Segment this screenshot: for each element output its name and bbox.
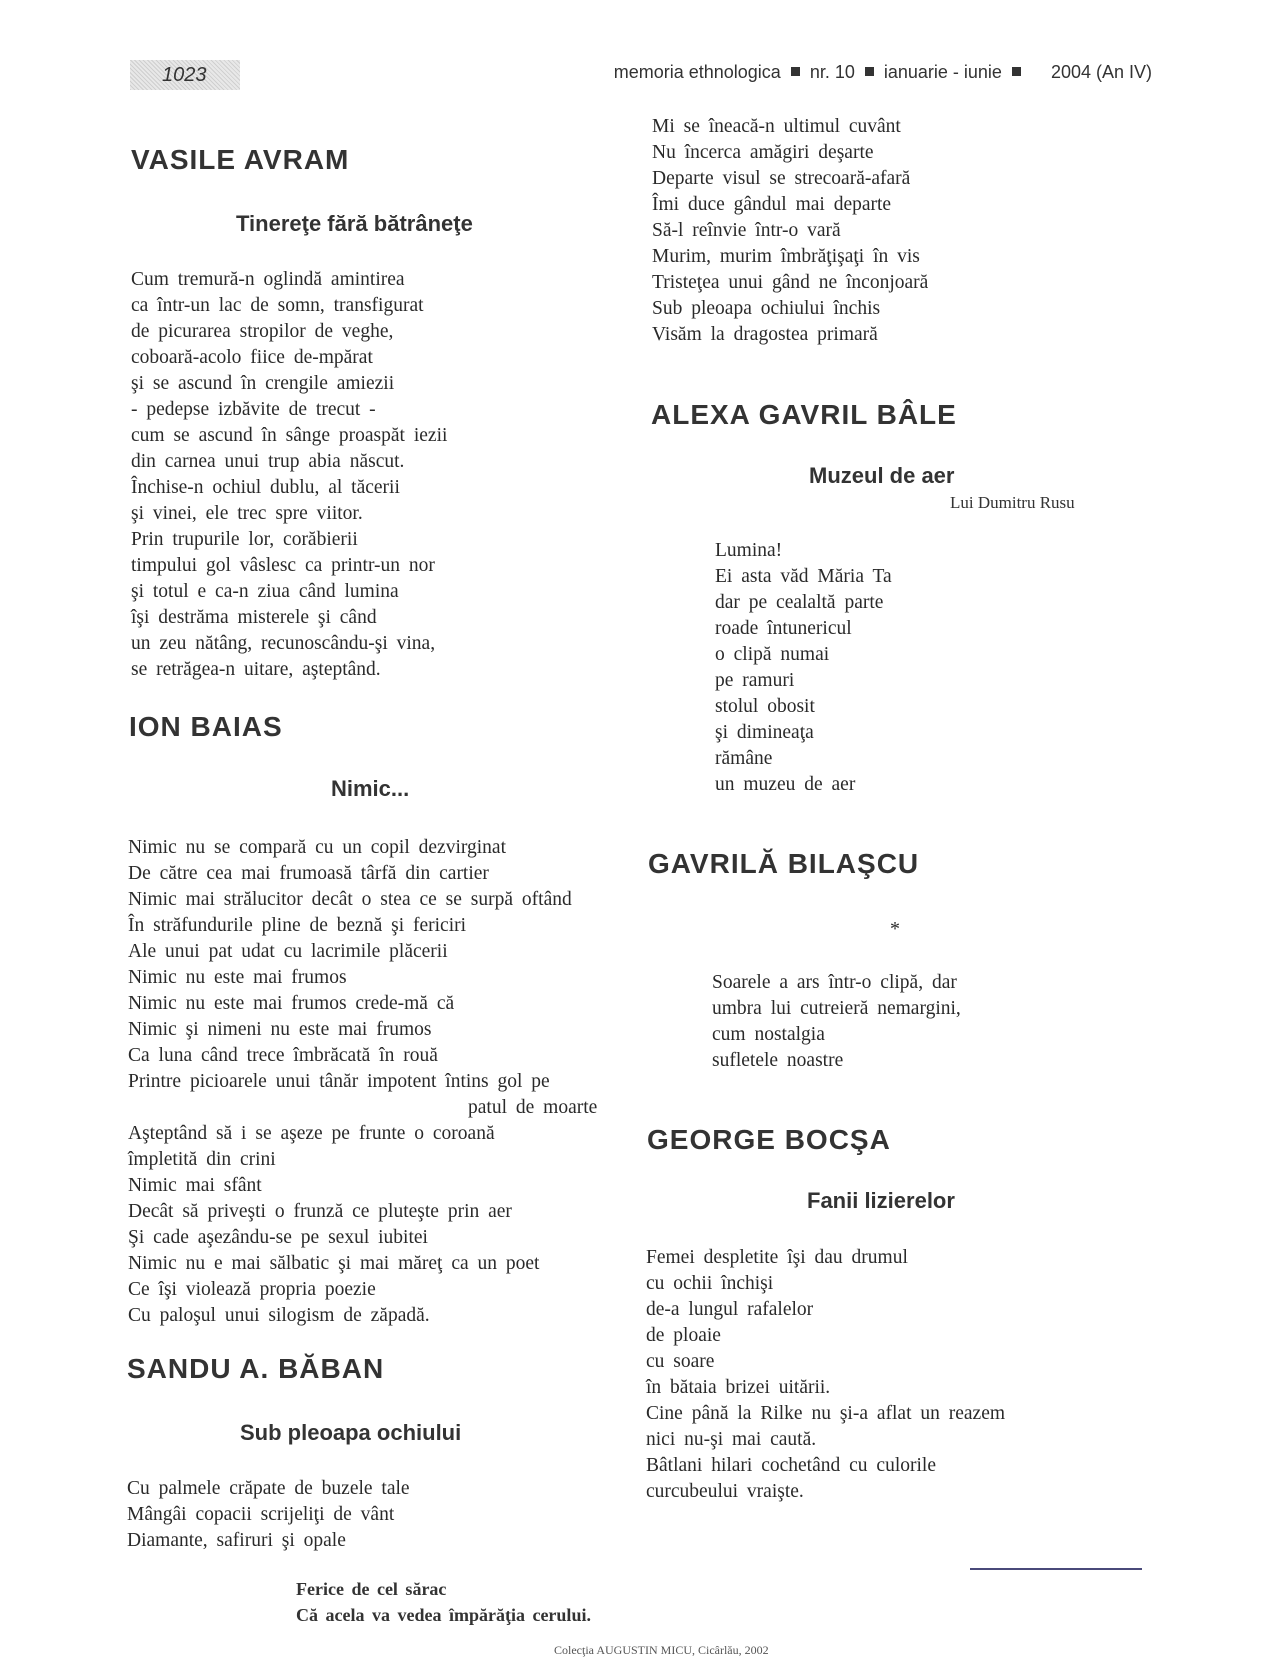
poem-line: Nimic nu e mai sălbatic şi mai măreţ ca un poet — [128, 1253, 540, 1274]
poem-line: şi dimineaţa — [715, 722, 814, 743]
poem-author: VASILE AVRAM — [131, 144, 350, 175]
page-number: 1023 — [130, 60, 240, 90]
poem-line: şi se ascund în crengile amiezii — [131, 373, 395, 394]
poem-line: De către cea mai frumoasă târfă din cartier — [128, 863, 489, 884]
issue-year: 2004 (An IV) — [1050, 62, 1152, 82]
poem-author: ION BAIAS — [129, 711, 283, 742]
poem-text — [712, 970, 961, 1074]
poem-line: în bătaia brizei uitării. — [646, 1377, 831, 1398]
separator-square — [1012, 67, 1021, 76]
poem-line: cu ochii închişi — [646, 1273, 774, 1294]
poem-line: - pedepse izbăvite de trecut - — [131, 399, 376, 420]
poem-line: îşi destrăma misterele şi când — [131, 607, 377, 628]
poem-line: Diamante, safiruri şi opale — [127, 1530, 346, 1551]
poem-line: curcubeului vraişte. — [646, 1481, 804, 1502]
poem-line: Mi se îneacă-n ultimul cuvânt — [652, 116, 901, 137]
poem-text — [131, 267, 447, 683]
poem-title: Tinereţe fără bătrâneţe — [236, 211, 473, 236]
poem-line: Aşteptând să i se aşeze pe frunte o coroană — [128, 1123, 495, 1144]
issue-period: ianuarie - iunie — [883, 62, 1002, 82]
poem-text — [715, 538, 892, 798]
poem-line: sufletele noastre — [712, 1050, 844, 1071]
poem-line: Cu paloşul unui silogism de zăpadă. — [128, 1305, 430, 1326]
poem-author: GAVRILĂ BILAŞCU — [648, 848, 920, 879]
poem-line: Ei asta văd Măria Ta — [715, 566, 892, 587]
poem-line: de ploaie — [646, 1325, 721, 1346]
quote-line: Că acela va vedea împărăţia cerului. — [296, 1605, 591, 1625]
poem-line: şi vinei, ele trec spre viitor. — [131, 503, 363, 524]
poem-line: Murim, murim îmbrăţişaţi în vis — [652, 246, 920, 267]
separator-square — [791, 67, 800, 76]
poem-line: Femei despletite îşi dau drumul — [646, 1247, 908, 1268]
poem-line: Nimic nu este mai frumos crede-mă că — [128, 993, 455, 1014]
poem-line: patul de moarte — [468, 1097, 598, 1118]
poem-title-asterisk: * — [890, 918, 900, 940]
poem-line: un muzeu de aer — [715, 774, 856, 795]
poem-line: de-a lungul rafalelor — [646, 1299, 814, 1320]
poem-line: Închise-n ochiul dublu, al tăcerii — [131, 477, 400, 498]
poem-line: pe ramuri — [715, 670, 795, 691]
separator-square — [865, 67, 874, 76]
poem-line: cum nostalgia — [712, 1024, 825, 1045]
poem-line: Nimic mai sfânt — [128, 1175, 262, 1196]
poem-line: Să-l reînvie într-o vară — [652, 220, 841, 241]
poem-line: rămâne — [715, 748, 773, 769]
decorative-rule — [970, 1568, 1142, 1570]
poem-line: împletită din crini — [128, 1149, 276, 1170]
poem-line: Cu palmele crăpate de buzele tale — [127, 1478, 410, 1499]
poem-title: Sub pleoapa ochiului — [240, 1420, 462, 1445]
poem-line: Nimic nu se compară cu un copil dezvirginat — [128, 837, 506, 858]
poem-text-continued — [652, 114, 928, 348]
poem-line: umbra lui cutreieră nemargini, — [712, 998, 961, 1019]
footer-credit: Colecţia AUGUSTIN MICU, Cicârlău, 2002 — [554, 1643, 769, 1657]
poem-line: se retrăgea-n uitare, aşteptând. — [131, 659, 381, 680]
poem-line: Nu încerca amăgiri deşarte — [652, 142, 874, 163]
poem-line: Mângâi copacii scrijeliţi de vânt — [127, 1504, 395, 1525]
poem-line: nici nu-şi mai caută. — [646, 1429, 817, 1450]
poem-text — [128, 835, 597, 1329]
poem-line: Departe visul se strecoară-afară — [652, 168, 911, 189]
poem-title: Fanii lizierelor — [807, 1188, 955, 1213]
poem-line: Sub pleoapa ochiului închis — [652, 298, 881, 319]
poem-text — [127, 1476, 410, 1554]
poem-line: timpului gol vâslesc ca printr-un nor — [131, 555, 435, 576]
poem-author: GEORGE BOCŞA — [647, 1124, 891, 1155]
poem-title: Muzeul de aer — [809, 463, 955, 488]
poem-text — [646, 1245, 1005, 1505]
poem-line: roade întunericul — [715, 618, 852, 639]
poem-line: În străfundurile pline de beznă şi fericiri — [128, 915, 467, 936]
poem-line: şi totul e ca-n ziua când lumina — [131, 581, 399, 602]
issue-number: nr. 10 — [809, 62, 855, 82]
poem-line: un zeu nătâng, recunoscându-şi vina, — [131, 633, 436, 654]
poem-line: Cine până la Rilke nu şi-a aflat un reazem — [646, 1403, 1006, 1424]
poem-author: SANDU A. BĂBAN — [127, 1353, 385, 1384]
poem-line: Soarele a ars într-o clipă, dar — [712, 972, 957, 993]
poem-line: Nimic nu este mai frumos — [128, 967, 347, 988]
poem-line: Ale unui pat udat cu lacrimile plăcerii — [128, 941, 448, 962]
poem-author: ALEXA GAVRIL BÂLE — [651, 399, 957, 430]
quote-line: Ferice de cel sărac — [296, 1579, 447, 1599]
poem-line: dar pe cealaltă parte — [715, 592, 884, 613]
poem-line: Decât să priveşti o frunză ce pluteşte prin aer — [128, 1201, 512, 1222]
poem-line: Nimic mai strălucitor decât o stea ce se surpă oftând — [128, 889, 572, 910]
poem-line: Lumina! — [715, 540, 783, 561]
poem-line: Prin trupurile lor, corăbierii — [131, 529, 358, 550]
poem-line: Nimic şi nimeni nu este mai frumos — [128, 1019, 432, 1040]
poem-line: ca într-un lac de somn, transfigurat — [131, 295, 424, 316]
poem-line: Şi cade aşezându-se pe sexul iubitei — [128, 1227, 428, 1248]
poem-title: Nimic... — [331, 776, 410, 801]
poem-line: cum se ascund în sânge proaspăt iezii — [131, 425, 448, 446]
poem-dedication: Lui Dumitru Rusu — [950, 493, 1075, 512]
poem-line: Printre picioarele unui tânăr impotent întins gol pe — [128, 1071, 550, 1092]
poem-line: Bâtlani hilari cochetând cu culorile — [646, 1455, 936, 1476]
poem-line: stolul obosit — [715, 696, 815, 717]
closing-quote — [296, 1576, 591, 1628]
poem-line: o clipă numai — [715, 644, 830, 665]
poem-line: Ca luna când trece îmbrăcată în rouă — [128, 1045, 438, 1066]
poem-line: Visăm la dragostea primară — [652, 324, 878, 345]
poem-line: din carnea unui trup abia născut. — [131, 451, 405, 472]
journal-name: memoria ethnologica — [613, 62, 781, 82]
poem-line: Ce îşi violează propria poezie — [128, 1279, 376, 1300]
poem-line: cu soare — [646, 1351, 715, 1372]
poem-line: coboară-acolo fiice de-mpărat — [131, 347, 373, 368]
running-header — [614, 62, 1152, 83]
poem-line: Cum tremură-n oglindă amintirea — [131, 269, 405, 290]
poem-line: de picurarea stropilor de veghe, — [131, 321, 394, 342]
poem-line: Îmi duce gândul mai departe — [652, 194, 892, 215]
poem-line: Tristeţea unui gând ne înconjoară — [652, 272, 929, 293]
